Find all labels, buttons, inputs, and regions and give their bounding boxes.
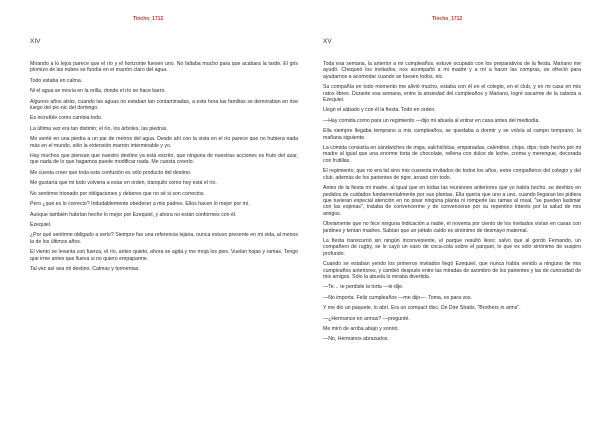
paragraph: Tal vez así sea mi destino. Calmas y tormentas.: [30, 265, 140, 272]
chapter-number: XIV: [30, 38, 41, 45]
paragraph: —No importa. Feliz cumpleaños —me dijo—. Toma, es para vos.: [323, 294, 472, 301]
paragraph: Hay muchos que piensan que nuestro destino ya está escrito, que ninguna de nuestras acciones es fruto del azar, que nada de lo que hagamos puede modificar nada. Me cuesta creerlo.: [30, 153, 298, 166]
page-header-right: Tincho_1712: [432, 16, 463, 22]
paragraph: Ella siempre llegaba temprano a mis cumpleaños, se quedaba a dormir y se volvía al campo temprano, la mañana siguiente.: [323, 128, 581, 141]
paragraph: Y me dio un paquete, lo abrí. Era un compact disc. De Dire Straits, "Brothers in arms".: [323, 305, 521, 312]
paragraph: Me senté en una piedra a un par de metros del agua. Desde ahí con la vista en el río parece que no hubiera nada más en el mundo, sólo la extensión marrón interminable y yo.: [30, 136, 298, 149]
left-page: [30, 38, 298, 276]
paragraph: Cuando se estaban yendo los primeros invitados llegó Ezequiel, que nunca había venido a ninguno de mis cumpleaños anteriores, y cambió después entre las miradas de asombro de los parientes y las de curiosidad de mis amigos. Sólo la abuela lo miraba divertida.: [323, 261, 581, 280]
paragraph: —No, Hermanos abrazados.: [323, 336, 389, 343]
paragraph: Me cuesta creer que toda esta confusión es sólo producto del destino.: [30, 169, 192, 176]
paragraph: Su compañía en todo momento me alivió mucho, estaba con él en el colegio, en el club, y en mi casa en mis ratos libres. Durante esa semana, entre la ansiedad del cumpleaños y Mariano, logré sacarme de la cabeza a Ezequiel.: [323, 84, 581, 104]
paragraph: Todo estaba en calma.: [30, 77, 83, 84]
paragraph: Obviamente que no hice ninguna indicación a nadie, el noventa por ciento de los invitados vivían en casas con jardines y tenían madres. Sabían que un pétalo caído es sinónimo de desmayo maternal.: [323, 221, 581, 234]
paragraph: Es increíble como cambia todo.: [30, 115, 103, 122]
paragraph: Llegó el sábado y con él la fiesta. Todo en orden.: [323, 107, 436, 114]
paragraph: Algunos años atrás, cuando las aguas no estaban tan contaminadas, a esta hora las familias se demoraban en irse luego del pic-nic del domingo.: [30, 98, 298, 112]
paragraph: Ni el agua se movía en la orilla, donde el río se hace barro.: [30, 88, 166, 95]
paragraph: Antes de la fiesta mi madre, al igual que en todas las reuniones anteriores que yo había hecho, se deshizo en pedidos de cuidados fundamentalmente por sus plantas. Ella quería que uno a uno, cuando llegaran les pidiera que tuvieran especial atención en no pisar ninguna planta ni romperle las ramas al rosal, "se pueden lastimar con las espinas", trataba de convencerme y de convencerse por su repentino interés por la salud de mis amigos.: [323, 185, 581, 217]
paragraph: Ezequiel.: [30, 221, 52, 228]
paragraph: No sentirme trionado por obligaciones y deberes que no sé si son correctos.: [30, 190, 206, 197]
paragraph: El regimiento, que no era tal sino mis cuarenta invitados de todos los años, entre compañeros del colegio y del club, además de los parientes de rigor, arrasó con todo.: [323, 168, 581, 181]
paragraph: Toda esa semana, la anterior a mi cumpleaños, estuve ocupado con los preparativos de la fiesta. Mariano me ayudó. Chequeó los invitados, nos acompañó a mi madre y a mí a hacer las compras, se ofreció para ayudarnos a acomodar cuando se fuesen todos, etc.: [323, 61, 581, 80]
paragraph: —¿Hermanos en armas? —pregunté.: [323, 315, 410, 322]
paragraph: Me gustaría que mi todo volviera a estar en orden, tranquilo como hoy está el río.: [30, 180, 217, 187]
paragraph: Mirando a lo lejos parece que el río y el horizonte fuesen uno. No faltaba mucho para que acabara la tarde. El gris plomizo de las nubes se fundía en el marrón claro del agua.: [30, 61, 298, 74]
paragraph: Aunque también habrían hecho lo mejor por Ezequiel, y ahora no están conformes con él.: [30, 211, 237, 218]
page-header-left: Tincho_1712: [133, 16, 164, 22]
paragraph: La fiesta transcurrió sin ningún inconveniente, el parque resultó ileso; salvo que al gordo Fernando, un compañero de rugby, se le cayó un vaso de coca-cola sobre el parquet, lo que es sólo sinónimo de suspiro profundo.: [323, 237, 581, 257]
paragraph: —Te… te perdiste la torta —le dije.: [323, 284, 404, 291]
paragraph: La última vez era tan distinto; el río, los árboles, las piedras.: [30, 125, 168, 132]
paragraph: La comida consistía en sándwiches de miga, salchichitas, empanadas, calentitos, chips, dips; todo hecho por mi madre al igual que una enorme torta de chocolate, rellena con dulce de leche, crema y merengue, decorada con frutillas.: [323, 145, 581, 164]
paragraph: El viento se levanta con fuerza, el río, antes quieto, ahora se agita y me moja los pies. Vuelan hojas y ramas. Tengo que irme antes que llueva si no quiero empaparme.: [30, 249, 298, 262]
paragraph: Me miró de arriba abajo y sonrió.: [323, 326, 399, 332]
paragraph: ¿Por qué sentirme obligado a verlo? Siempre fue una referencia lejana, nunca estuvo presente en mi vida, al menos la de los últimos años.: [30, 232, 298, 245]
right-page: [323, 38, 581, 347]
paragraph: Pero ¿qué es lo correcto? Indudablemente obedecer a mis padres. Ellos hacen lo mejor por mí.: [30, 201, 250, 208]
paragraph: —Hay comida como para un regimiento —dijo mi abuela al entrar en casa antes del mediodía.: [323, 117, 540, 124]
chapter-number: XV: [323, 38, 332, 45]
